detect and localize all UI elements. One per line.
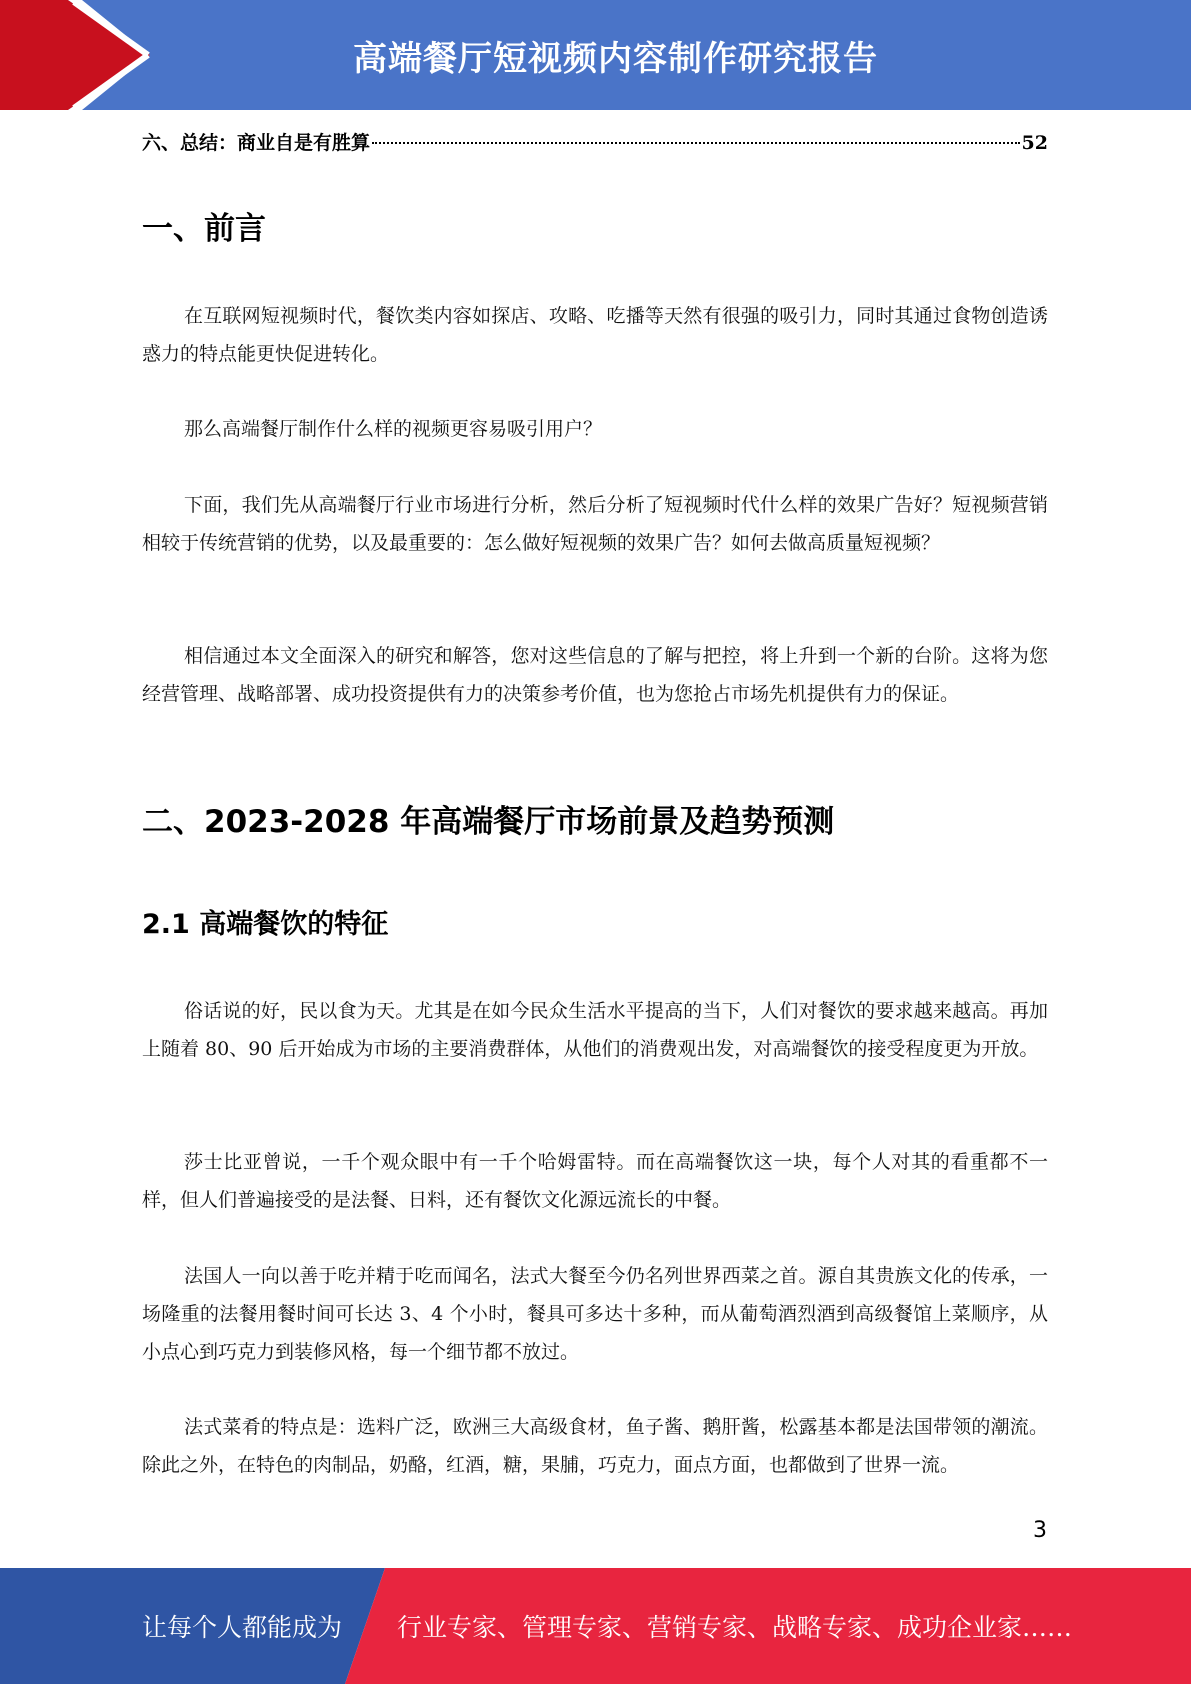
paragraph: 莎士比亚曾说，一千个观众眼中有一千个哈姆雷特。而在高端餐饮这一块，每个人对其的看重都不一样，但人们普遍接受的是法餐、日料，还有餐饮文化源远流长的中餐。 — [142, 1151, 1048, 1211]
paragraph: 法国人一向以善于吃并精于吃而闻名，法式大餐至今仍名列世界西菜之首。源自其贵族文化的传承，一场隆重的法餐用餐时间可长达 3、4 个小时，餐具可多达十多种，而从葡萄酒烈酒到高级餐馆上菜顺序，从小点心到巧克力到装修风格，每一个细节都不放过。 — [142, 1265, 1048, 1363]
paragraph: 法式菜肴的特点是：选料广泛，欧洲三大高级食材，鱼子酱、鹅肝酱，松露基本都是法国带领的潮流。除此之外，在特色的肉制品，奶酪，红酒，糖，果脯，巧克力，面点方面，也都做到了世界一流。 — [142, 1416, 1048, 1476]
footer-slogan-right: 行业专家、管理专家、营销专家、战略专家、成功企业家…… — [397, 1613, 1073, 1642]
paragraph: 在互联网短视频时代，餐饮类内容如探店、攻略、吃播等天然有很强的吸引力，同时其通过食物创造诱惑力的特点能更快促进转化。 — [142, 305, 1048, 365]
toc-entry-label: 六、总结：商业自是有胜算 — [142, 132, 371, 154]
paragraph: 下面，我们先从高端餐厅行业市场进行分析，然后分析了短视频时代什么样的效果广告好？短视频营销相较于传统营销的优势，以及最重要的：怎么做好短视频的效果广告？如何去做高质量短视频？ — [142, 494, 1048, 554]
toc-entry-page: 52 — [1021, 132, 1048, 154]
report-title: 高端餐厅短视频内容制作研究报告 — [353, 38, 878, 79]
subsection-heading: 2.1 高端餐饮的特征 — [142, 909, 389, 940]
page-number: 3 — [1033, 1518, 1047, 1543]
paragraph: 相信通过本文全面深入的研究和解答，您对这些信息的了解与把控，将上升到一个新的台阶。这将为您经营管理、战略部署、成功投资提供有力的决策参考价值，也为您抢占市场先机提供有力的保证。 — [142, 645, 1048, 705]
page-footer — [0, 1568, 1191, 1684]
paragraph: 俗话说的好，民以食为天。尤其是在如今民众生活水平提高的当下，人们对餐饮的要求越来越高。再加上随着 80、90 后开始成为市场的主要消费群体，从他们的消费观出发，对高端餐饮的接受程度更为开放。 — [142, 1000, 1048, 1060]
section-heading-preface: 一、前言 — [142, 211, 266, 247]
page-header — [0, 0, 1191, 110]
footer-slogan-left: 让每个人都能成为 — [142, 1613, 343, 1642]
toc-leader-dots — [372, 142, 1020, 144]
section-heading-market-outlook: 二、2023-2028 年高端餐厅市场前景及趋势预测 — [142, 804, 835, 840]
paragraph: 那么高端餐厅制作什么样的视频更容易吸引用户？ — [184, 418, 603, 440]
toc-entry[interactable] — [142, 128, 1048, 160]
